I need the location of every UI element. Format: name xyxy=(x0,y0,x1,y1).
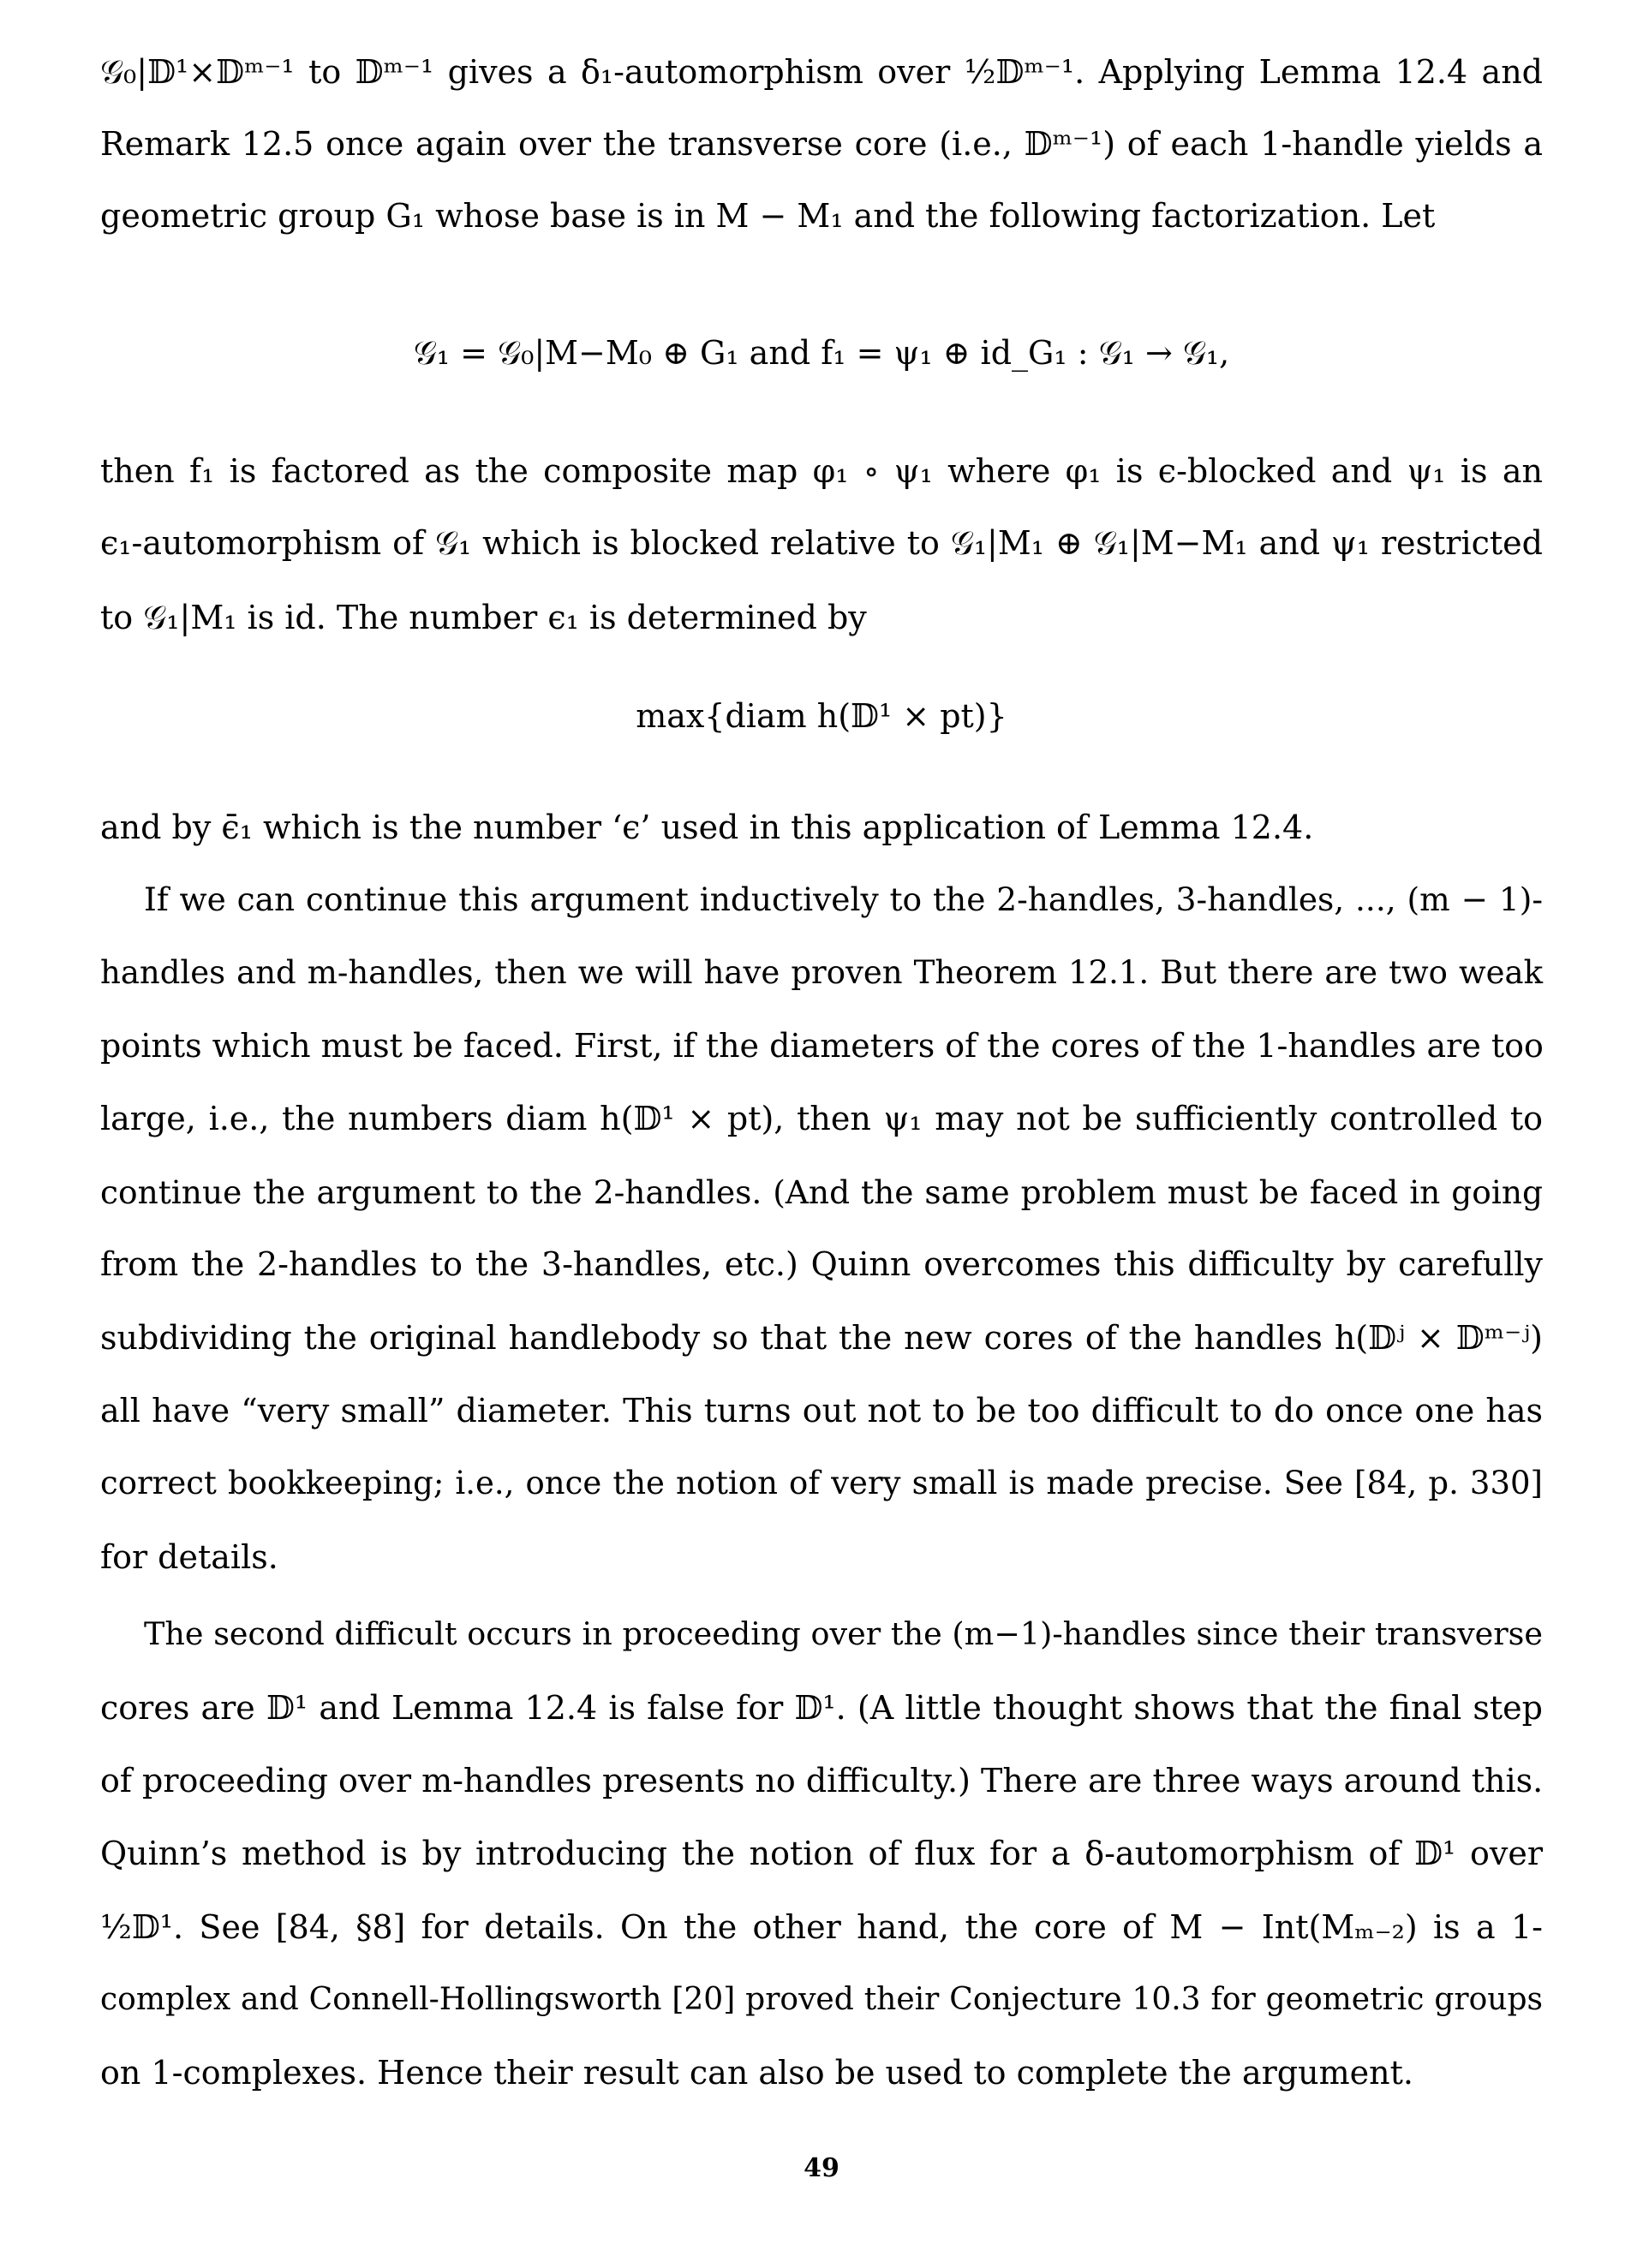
text-line: The second difficult occurs in proceeding over the (m−1)-handles since their transverse xyxy=(144,1615,1543,1652)
display-equation: 𝒢₁ = 𝒢₀|M−M₀ ⊕ G₁ and f₁ = ψ₁ ⊕ id_G₁ : 𝒢₁ → 𝒢₁, xyxy=(413,334,1230,372)
text-line: then f₁ is factored as the composite map φ₁ ∘ ψ₁ where φ₁ is ϵ-blocked and ψ₁ is an xyxy=(100,452,1543,490)
text-line: on 1-complexes. Hence their result can also be used to complete the argument. xyxy=(100,2054,1413,2092)
display-equation: max{diam h(𝔻¹ × pt)} xyxy=(636,697,1007,735)
text-line: 𝒢₀|𝔻¹×𝔻ᵐ⁻¹ to 𝔻ᵐ⁻¹ gives a δ₁-automorphism over ½𝔻ᵐ⁻¹. Applying Lemma 12.4 and xyxy=(100,53,1543,91)
text-line: ½𝔻¹. See [84, §8] for details. On the other hand, the core of M − Int(Mₘ₋₂) is a 1- xyxy=(100,1908,1543,1946)
text-line: handles and m-handles, then we will have proven Theorem 12.1. But there are two weak xyxy=(100,954,1543,991)
text-line: points which must be faced. First, if the diameters of the cores of the 1-handles are too xyxy=(100,1027,1544,1065)
text-line: all have “very small” diameter. This turns out not to be too difficult to do once one has xyxy=(100,1392,1543,1429)
text-line: Remark 12.5 once again over the transverse core (i.e., 𝔻ᵐ⁻¹) of each 1-handle yields a xyxy=(100,125,1543,163)
text-line: geometric group G₁ whose base is in M − M₁ and the following factorization. Let xyxy=(100,197,1436,235)
text-line: for details. xyxy=(100,1538,278,1576)
text-line: Quinn’s method is by introducing the notion of flux for a δ-automorphism of 𝔻¹ over xyxy=(100,1835,1543,1872)
text-line: continue the argument to the 2-handles. (And the same problem must be faced in going xyxy=(100,1173,1543,1211)
text-line: to 𝒢₁|M₁ is id. The number ϵ₁ is determined by xyxy=(100,599,867,636)
page-number: 49 xyxy=(804,2153,839,2183)
text-line: from the 2-handles to the 3-handles, etc.) Quinn overcomes this difficulty by carefully xyxy=(100,1245,1543,1283)
text-line: cores are 𝔻¹ and Lemma 12.4 is false for 𝔻¹. (A little thought shows that the final step xyxy=(100,1689,1543,1727)
text-line: correct bookkeeping; i.e., once the notion of very small is made precise. See [84, p. 330] xyxy=(100,1465,1543,1501)
text-line: and by ϵ̄₁ which is the number ‘ϵ’ used in this application of Lemma 12.4. xyxy=(100,809,1314,846)
text-line: subdividing the original handlebody so that the new cores of the handles h(𝔻ʲ × 𝔻ᵐ⁻ʲ) xyxy=(100,1319,1543,1357)
text-line: of proceeding over m-handles presents no difficulty.) There are three ways around this. xyxy=(100,1762,1544,1799)
text-line: If we can continue this argument inductively to the 2-handles, 3-handles, ..., (m − 1)- xyxy=(144,880,1543,918)
text-line: complex and Connell-Hollingsworth [20] proved their Conjecture 10.3 for geometric groups xyxy=(100,1982,1543,2017)
text-line: ϵ₁-automorphism of 𝒢₁ which is blocked relative to 𝒢₁|M₁ ⊕ 𝒢₁|M−M₁ and ψ₁ restricted xyxy=(100,524,1543,562)
text-line: large, i.e., the numbers diam h(𝔻¹ × pt), then ψ₁ may not be sufficiently controlled to xyxy=(100,1100,1543,1137)
